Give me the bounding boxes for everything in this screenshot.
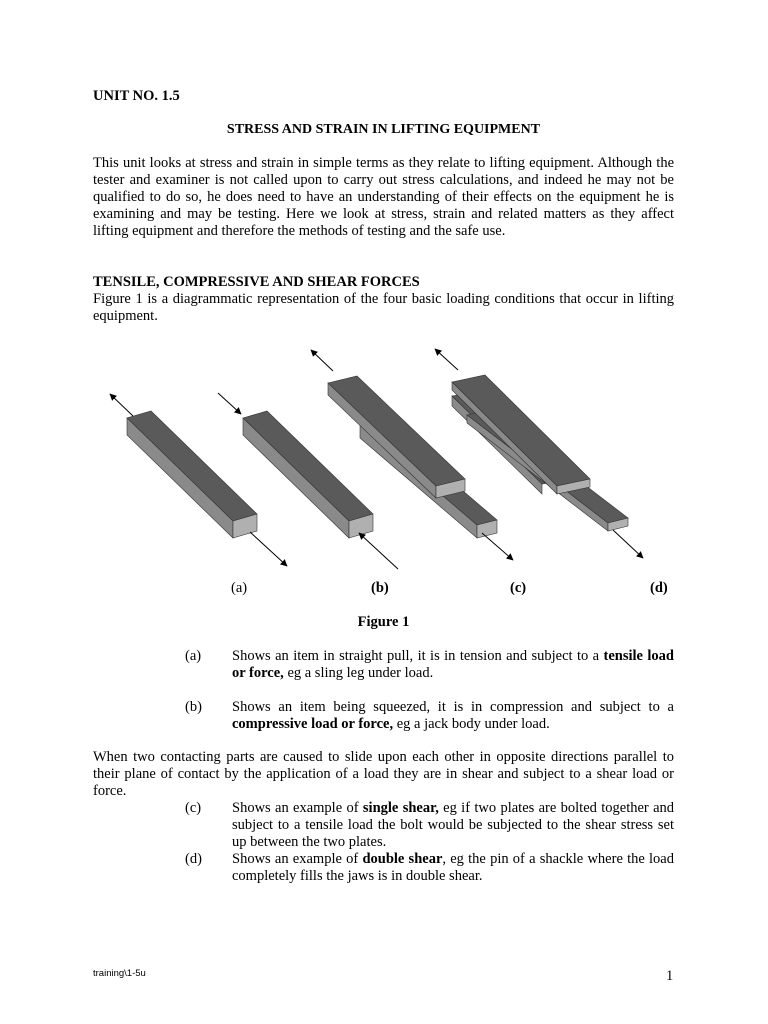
- arrow-c-down: [482, 533, 513, 560]
- intro-paragraph: This unit looks at stress and strain in simple terms as they relate to lifting equipment. Although the tester and examiner is not called upon to carry out stress calculations, and indeed he may not be qualified to do so, he does need to have an understanding of their effects on the equipment he is examining and may be testing. Here we look at stress, strain and related matters as they affect lifting equipment and therefore the methods of testing and the safe use.: [93, 155, 674, 239]
- caption-c: (c): [510, 580, 527, 596]
- list-text: Shows an item being squeezed, it is in compression and subject to a compressive load or force, eg a jack body under load.: [232, 699, 674, 732]
- caption-d: (d): [650, 580, 668, 596]
- arrow-a-up: [110, 394, 133, 416]
- caption-a: (a): [231, 580, 248, 596]
- list-text: Shows an example of double shear, eg the pin of a shackle where the load completely fills the jaws is in double shear.: [232, 851, 674, 884]
- list-label: (d): [185, 851, 202, 867]
- footer-file-reference: training\1-5u: [93, 968, 146, 979]
- shear-paragraph: When two contacting parts are caused to slide upon each other in opposite directions parallel to their plane of contact by the application of a load they are in shear and subject to a shear load or force.: [93, 749, 674, 799]
- list-text: Shows an example of single shear, eg if two plates are bolted together and subject to a tensile load the bolt would be subjected to the shear stress set up between the two plates.: [232, 800, 675, 850]
- figure-title: Figure 1: [357, 614, 410, 630]
- document-title: STRESS AND STRAIN IN LIFTING EQUIPMENT: [226, 122, 541, 137]
- list-label: (c): [185, 800, 202, 816]
- arrow-d-up: [435, 349, 458, 370]
- section-intro-paragraph: Figure 1 is a diagrammatic representation of the four basic loading conditions that occur in lifting equipment.: [93, 291, 674, 324]
- list-label: (b): [185, 699, 202, 715]
- arrow-c-up: [311, 350, 333, 371]
- page-number: 1: [666, 968, 674, 984]
- list-text: Shows an item in straight pull, it is in tension and subject to a tensile load or force, eg a sling leg under load.: [232, 648, 674, 681]
- list-label: (a): [185, 648, 202, 664]
- section-heading: TENSILE, COMPRESSIVE AND SHEAR FORCES: [93, 274, 420, 290]
- arrow-b-down: [218, 393, 241, 414]
- arrow-d-down: [613, 530, 643, 558]
- unit-number: UNIT NO. 1.5: [93, 88, 180, 104]
- figure-1-diagram: [95, 340, 665, 580]
- caption-b: (b): [371, 580, 389, 596]
- arrow-a-down: [250, 532, 287, 566]
- arrow-b-up: [359, 533, 398, 569]
